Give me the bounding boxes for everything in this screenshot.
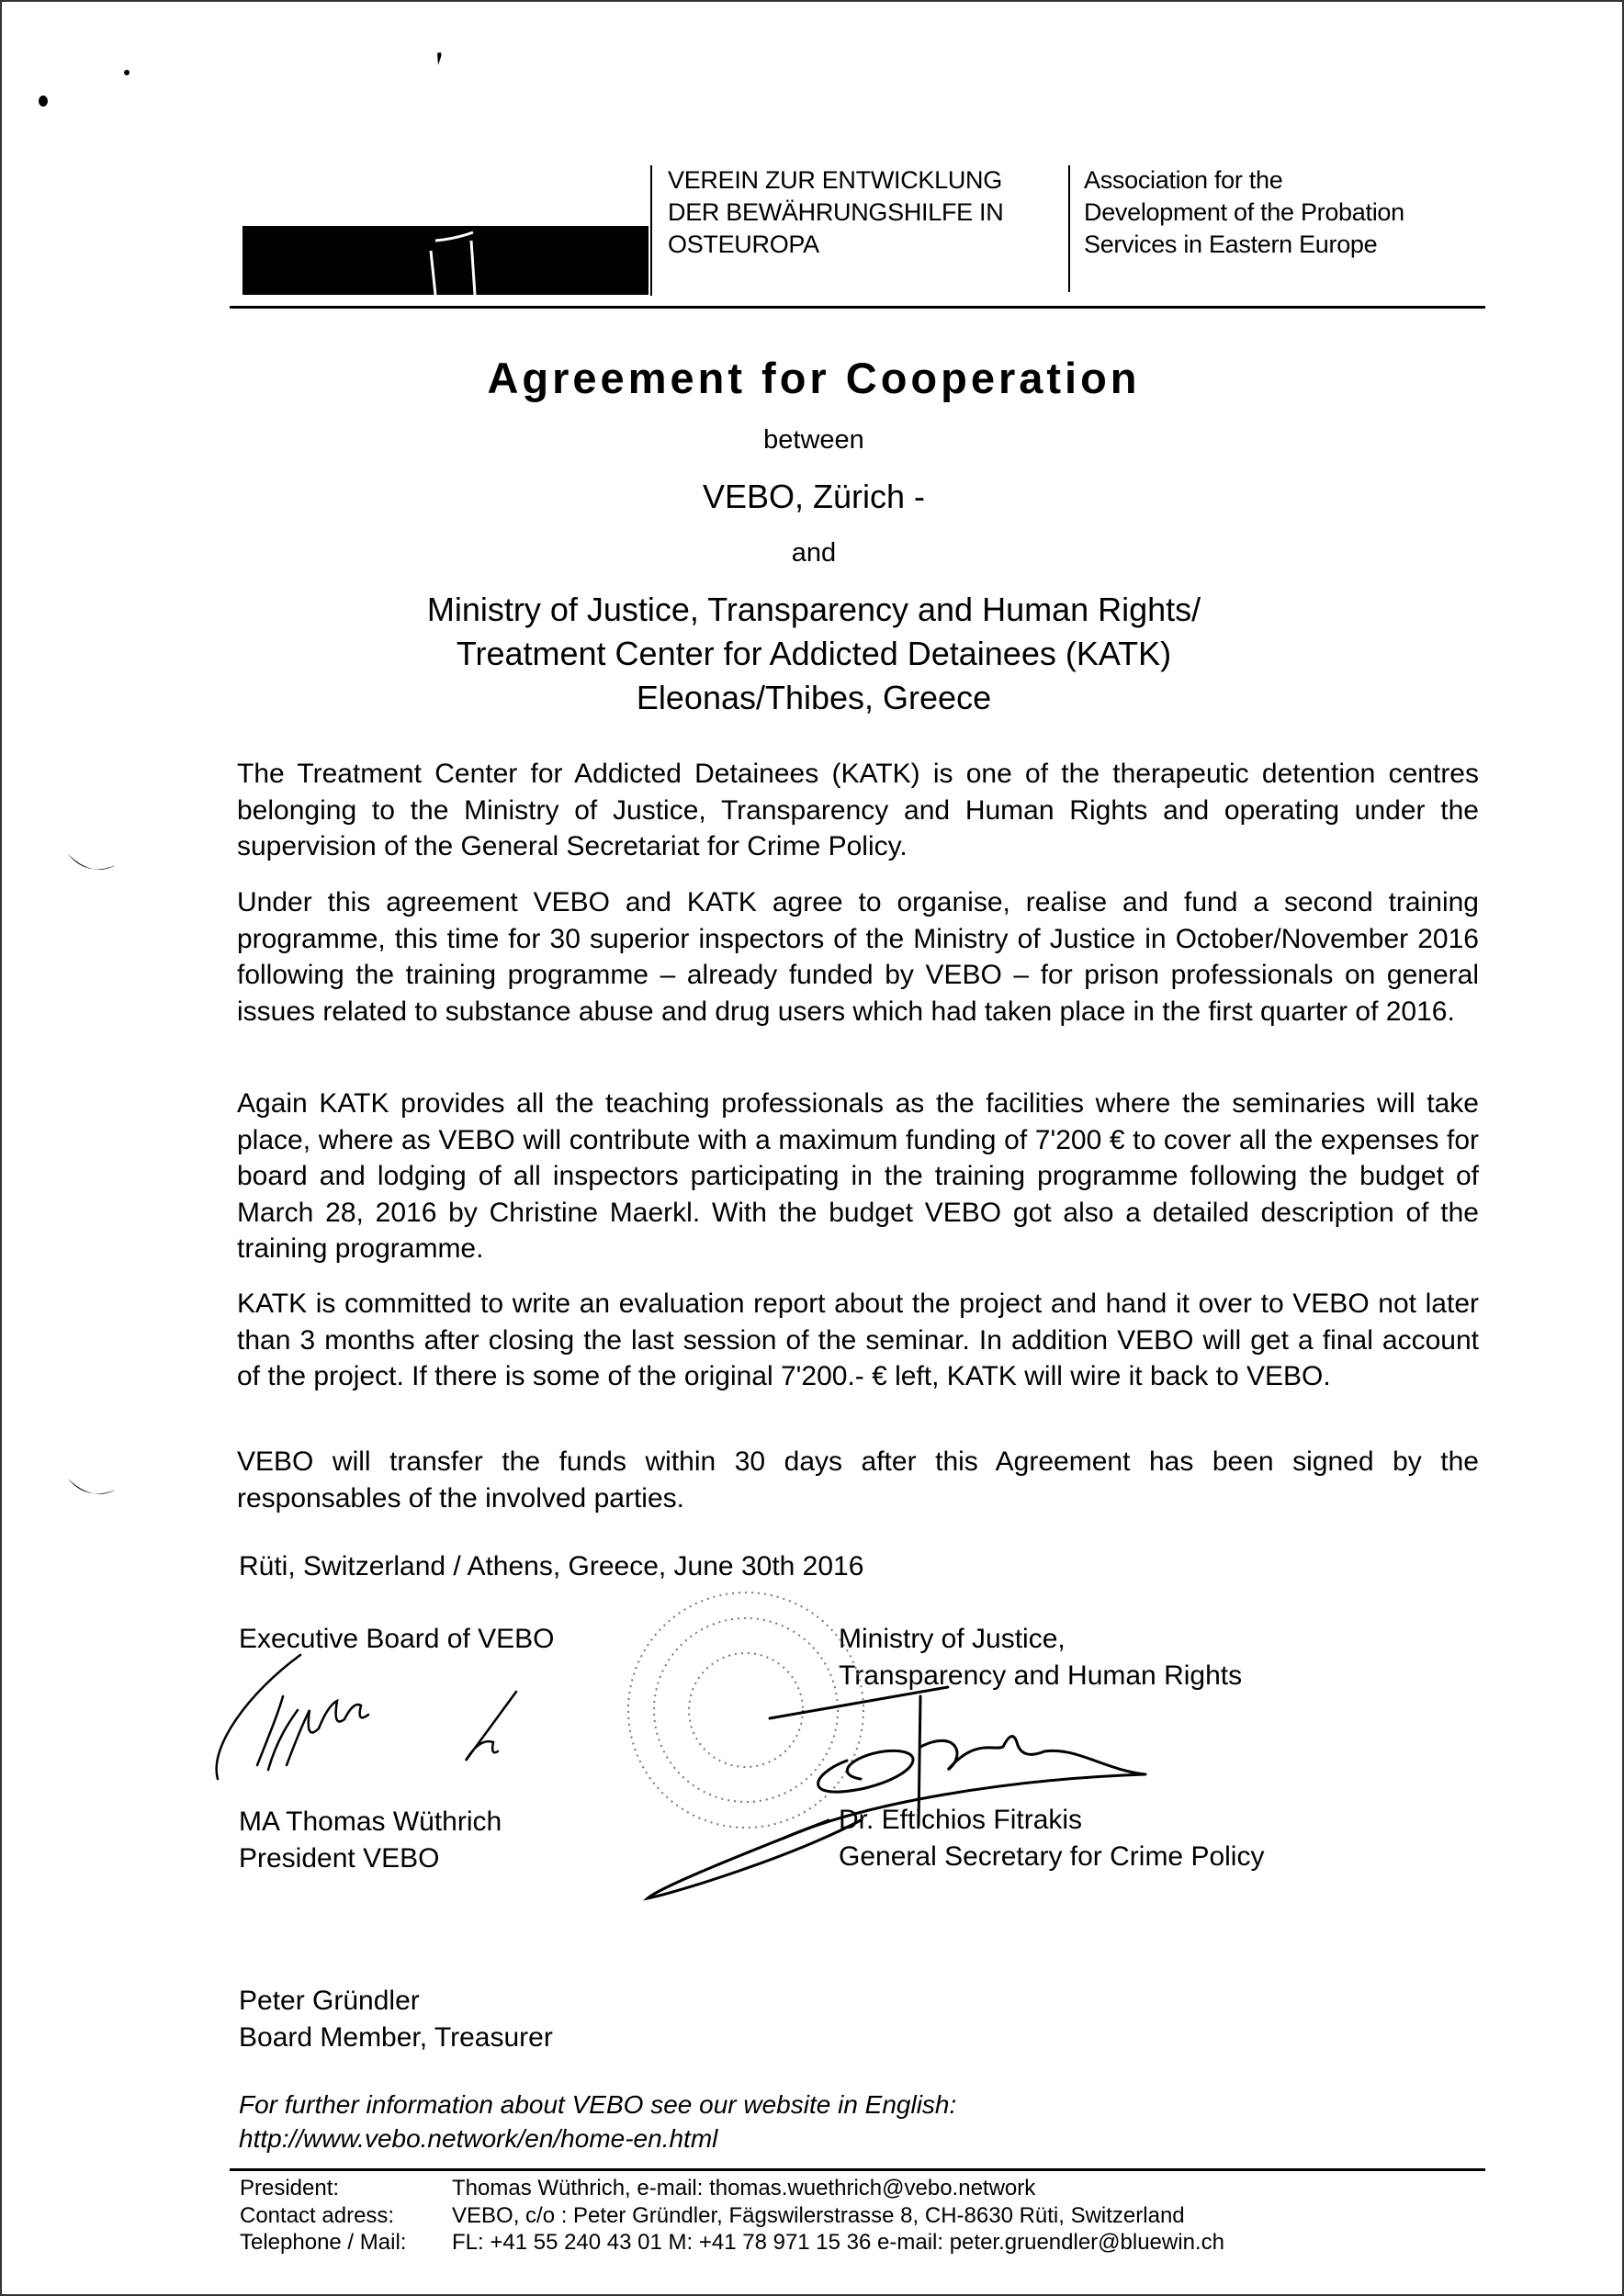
letterhead-line: Services in Eastern Europe	[1084, 231, 1378, 258]
punch-mark	[68, 854, 116, 870]
party-vebo: VEBO, Zürich -	[702, 478, 926, 515]
punch-mark	[68, 1479, 116, 1494]
signatory-name: MA Thomas Wüthrich	[239, 1806, 502, 1837]
signature-fitrakis	[648, 1687, 1145, 1898]
party-line: Treatment Center for Addicted Detainees (KATK)	[456, 635, 1172, 672]
footer-label: Contact adress:	[240, 2202, 395, 2228]
paragraph-agreement: Under this agreement VEBO and KATK agree to organise, realise and fund a second training programme, this time for 30 superior inspectors of the Ministry of Justice in October/November 2016 following the training programme – already funded by VEBO – for prison professionals on general issues related to substance abuse and drug users which had taken place in the first quarter of 2016.	[237, 887, 1479, 1027]
footer-value: VEBO, c/o : Peter Gründler, Fägswilerstrasse 8, CH-8630 Rüti, Switzerland	[452, 2202, 1185, 2228]
place-date: Rüti, Switzerland / Athens, Greece, June 30th 2016	[239, 1551, 864, 1581]
and-label: and	[791, 538, 837, 568]
letterhead-line: Association for the	[1084, 166, 1283, 194]
footer-label: Telephone / Mail:	[240, 2230, 407, 2255]
paragraph-funding: Again KATK provides all the teaching professionals as the facilities where the seminaries will take place, where as VEBO will contribute with a maximum funding of 7'200 € to cover all the expenses for board and lodging of all inspectors participating in the training programme following the budget of March 28, 2016 by Christine Maerkl. With the budget VEBO got also a detailed description of the training programme.	[237, 1088, 1479, 1265]
signatory-name: Dr. Eftichios Fitrakis	[839, 1805, 1083, 1835]
letterhead-line: Development of the Probation	[1084, 198, 1404, 226]
paragraph-evaluation: KATK is committed to write an evaluation report about the project and hand it over to VEBO not later than 3 months after closing the last session of the seminar. In addition VEBO will get a final account of the project. If there is some of the original 7'200.- € left, KATK will wire it back to VEBO.	[237, 1289, 1479, 1392]
letterhead-line: DER BEWÄHRUNGSHILFE IN	[668, 198, 1004, 226]
paragraph-intro: The Treatment Center for Addicted Detainees (KATK) is one of the therapeutic detention centres belonging to the Ministry of Justice, Transparency and Human Rights and operating under the supervision of the General Secretariat for Crime Policy.	[237, 759, 1479, 862]
website-url[interactable]: http://www.vebo.network/en/home-en.html	[239, 2124, 718, 2153]
between-label: between	[763, 425, 864, 455]
footer-value: FL: +41 55 240 43 01 M: +41 78 971 15 36 e-mail: peter.gruendler@bluewin.ch	[452, 2230, 1224, 2255]
signatory-role: Board Member, Treasurer	[239, 2022, 553, 2053]
document-title: Agreement for Cooperation	[487, 354, 1141, 402]
footer-label: President:	[240, 2176, 340, 2200]
letterhead-line: OSTEUROPA	[668, 231, 819, 258]
letterhead-line: VEREIN ZUR ENTWICKLUNG	[668, 166, 1002, 194]
scan-marks	[39, 52, 442, 1494]
handwriting-overlay	[2, 2, 1622, 2294]
signature-wuethrich	[217, 1655, 516, 1779]
paragraph-transfer: VEBO will transfer the funds within 30 days after this Agreement has been signed by the responsables of the involved parties.	[237, 1446, 1479, 1514]
heading-line: Transparency and Human Rights	[839, 1660, 1243, 1691]
signatory-role: President VEBO	[239, 1843, 440, 1874]
website-intro: For further information about VEBO see our website in English:	[239, 2090, 957, 2119]
party-line: Ministry of Justice, Transparency and Human Rights/	[426, 591, 1201, 628]
footer-value: Thomas Wüthrich, e-mail: thomas.wuethrich@vebo.network	[452, 2176, 1036, 2200]
signatory-left-heading: Executive Board of VEBO	[239, 1624, 555, 1654]
party-line: Eleonas/Thibes, Greece	[636, 679, 992, 716]
signatory-name: Peter Gründler	[239, 1986, 420, 2016]
signatory-role: General Secretary for Crime Policy	[839, 1841, 1265, 1872]
heading-line: Ministry of Justice,	[839, 1624, 1066, 1654]
